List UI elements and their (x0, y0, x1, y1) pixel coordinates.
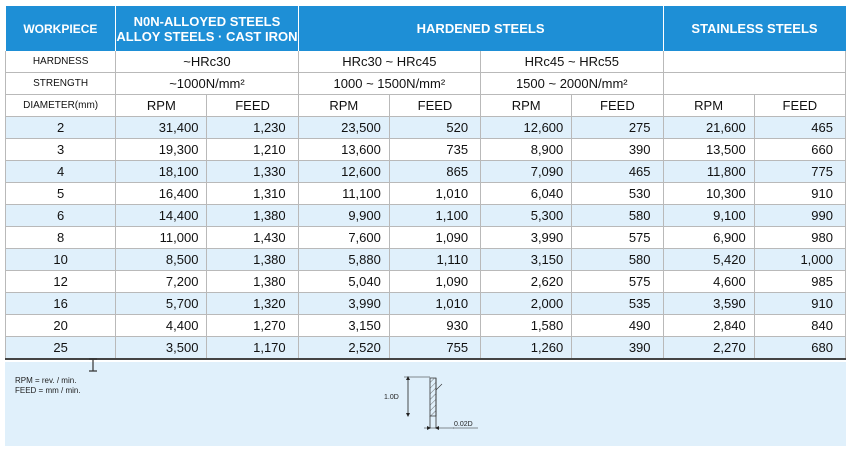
feed-cell: 390 (572, 139, 663, 161)
arrow-up-icon (406, 376, 410, 380)
feed-note: FEED = mm / min. (15, 386, 81, 395)
table-row (6, 271, 846, 293)
feed-cell: 680 (754, 337, 845, 360)
rpm-cell: 13,500 (663, 139, 754, 161)
feed-cell: 1,100 (389, 205, 480, 227)
feed-cell: 660 (754, 139, 845, 161)
text-cursor-icon (88, 358, 98, 372)
rpm-cell: 5,700 (116, 293, 207, 315)
rpm-cell: 3,150 (481, 249, 572, 271)
table-row (6, 227, 846, 249)
strength-group3 (663, 73, 845, 95)
rpm-cell: 2,520 (298, 337, 389, 360)
footer-panel (5, 362, 846, 446)
feed-cell: 275 (572, 117, 663, 139)
feed-cell: 1,380 (207, 271, 298, 293)
feed-cell: 1,430 (207, 227, 298, 249)
strength-group2b: 1500 ~ 2000N/mm² (481, 73, 663, 95)
units-notes (15, 376, 81, 396)
rpm-cell: 1,580 (481, 315, 572, 337)
feed-cell: 1,270 (207, 315, 298, 337)
feed-cell: 735 (389, 139, 480, 161)
rpm-cell: 3,990 (298, 293, 389, 315)
diameter-cell: 3 (6, 139, 116, 161)
rpm-cell: 11,100 (298, 183, 389, 205)
rpm-cell: 11,000 (116, 227, 207, 249)
rpm-cell: 4,600 (663, 271, 754, 293)
hardened-steels-header: HARDENED STEELS (298, 6, 663, 51)
non-alloyed-steels-header (116, 6, 298, 51)
diameter-cell: 6 (6, 205, 116, 227)
feed-column-header: FEED (389, 95, 480, 117)
rpm-cell: 3,990 (481, 227, 572, 249)
rpm-cell: 12,600 (298, 161, 389, 183)
rpm-cell: 1,260 (481, 337, 572, 360)
feed-column-header: FEED (207, 95, 298, 117)
stainless-steels-header: STAINLESS STEELS (663, 6, 845, 51)
rpm-cell: 9,100 (663, 205, 754, 227)
feed-cell: 1,380 (207, 205, 298, 227)
rpm-cell: 14,400 (116, 205, 207, 227)
cutting-conditions-table (5, 6, 846, 360)
drilling-depth-diagram (380, 370, 500, 445)
cutting-conditions-table-container (5, 6, 846, 360)
rpm-note: RPM = rev. / min. (15, 376, 77, 385)
feed-cell: 910 (754, 293, 845, 315)
diameter-column-header: DIAMETER(mm) (6, 95, 116, 117)
diameter-cell: 10 (6, 249, 116, 271)
hardness-group1: ~HRc30 (116, 51, 298, 73)
feed-cell: 840 (754, 315, 845, 337)
feed-cell: 580 (572, 205, 663, 227)
depth-label: 1.0D (384, 394, 399, 401)
feed-cell: 1,320 (207, 293, 298, 315)
arrow-down-icon (406, 413, 410, 417)
rpm-column-header: RPM (116, 95, 207, 117)
hardness-group3 (663, 51, 845, 73)
table-row (6, 205, 846, 227)
rpm-cell: 8,900 (481, 139, 572, 161)
group1-line1: N0N-ALLOYED STEELS (133, 13, 281, 29)
rpm-cell: 23,500 (298, 117, 389, 139)
rpm-cell: 7,200 (116, 271, 207, 293)
rpm-cell: 10,300 (663, 183, 754, 205)
feed-cell: 1,330 (207, 161, 298, 183)
feed-cell: 980 (754, 227, 845, 249)
feed-cell: 535 (572, 293, 663, 315)
rpm-cell: 3,500 (116, 337, 207, 360)
rpm-cell: 8,500 (116, 249, 207, 271)
feed-cell: 1,210 (207, 139, 298, 161)
table-row (6, 117, 846, 139)
feed-cell: 865 (389, 161, 480, 183)
rpm-cell: 4,400 (116, 315, 207, 337)
table-row (6, 139, 846, 161)
feed-cell: 530 (572, 183, 663, 205)
rpm-cell: 3,590 (663, 293, 754, 315)
rpm-column-header: RPM (663, 95, 754, 117)
feed-cell: 520 (389, 117, 480, 139)
diameter-cell: 20 (6, 315, 116, 337)
feed-column-header: FEED (754, 95, 845, 117)
rpm-cell: 5,420 (663, 249, 754, 271)
diameter-cell: 5 (6, 183, 116, 205)
strength-group1: ~1000N/mm² (116, 73, 298, 95)
table-row (6, 161, 846, 183)
feed-cell: 1,000 (754, 249, 845, 271)
table-row (6, 249, 846, 271)
feed-cell: 1,010 (389, 183, 480, 205)
rpm-column-header: RPM (298, 95, 389, 117)
feed-cell: 910 (754, 183, 845, 205)
rpm-cell: 7,600 (298, 227, 389, 249)
feed-cell: 1,230 (207, 117, 298, 139)
workpiece-header: WORKPIECE (6, 6, 116, 51)
rpm-cell: 31,400 (116, 117, 207, 139)
feed-cell: 580 (572, 249, 663, 271)
table-body (6, 117, 846, 360)
feed-column-header: FEED (572, 95, 663, 117)
diameter-cell: 2 (6, 117, 116, 139)
feed-cell: 1,380 (207, 249, 298, 271)
rpm-cell: 11,800 (663, 161, 754, 183)
rpm-column-header: RPM (481, 95, 572, 117)
rpm-cell: 21,600 (663, 117, 754, 139)
rpm-cell: 3,150 (298, 315, 389, 337)
rpm-cell: 2,620 (481, 271, 572, 293)
feed-cell: 465 (754, 117, 845, 139)
feed-cell: 465 (572, 161, 663, 183)
feed-cell: 1,310 (207, 183, 298, 205)
rpm-cell: 7,090 (481, 161, 572, 183)
feed-cell: 1,170 (207, 337, 298, 360)
feed-cell: 930 (389, 315, 480, 337)
table-row (6, 293, 846, 315)
rpm-cell: 19,300 (116, 139, 207, 161)
feed-cell: 755 (389, 337, 480, 360)
rpm-cell: 13,600 (298, 139, 389, 161)
rpm-cell: 5,300 (481, 205, 572, 227)
hardness-label: HARDNESS (6, 51, 116, 73)
group1-line2: ALLOY STEELS · CAST IRON (116, 28, 298, 44)
rpm-cell: 2,270 (663, 337, 754, 360)
rpm-cell: 6,900 (663, 227, 754, 249)
hardness-group2b: HRc45 ~ HRc55 (481, 51, 663, 73)
diameter-cell: 4 (6, 161, 116, 183)
table-row (6, 337, 846, 360)
tool-section-hatched (430, 378, 436, 416)
feed-cell: 490 (572, 315, 663, 337)
feed-cell: 390 (572, 337, 663, 360)
rpm-cell: 12,600 (481, 117, 572, 139)
rpm-cell: 2,000 (481, 293, 572, 315)
strength-group2a: 1000 ~ 1500N/mm² (298, 73, 480, 95)
rpm-cell: 5,040 (298, 271, 389, 293)
diameter-cell: 16 (6, 293, 116, 315)
feed-cell: 575 (572, 271, 663, 293)
offset-label: 0.02D (454, 421, 473, 428)
diameter-cell: 8 (6, 227, 116, 249)
feed-cell: 1,090 (389, 271, 480, 293)
feed-cell: 1,090 (389, 227, 480, 249)
rpm-cell: 6,040 (481, 183, 572, 205)
diameter-cell: 12 (6, 271, 116, 293)
hardness-group2a: HRc30 ~ HRc45 (298, 51, 480, 73)
feed-cell: 985 (754, 271, 845, 293)
feed-cell: 1,110 (389, 249, 480, 271)
rpm-cell: 5,880 (298, 249, 389, 271)
rpm-cell: 16,400 (116, 183, 207, 205)
rpm-cell: 9,900 (298, 205, 389, 227)
table-row (6, 315, 846, 337)
feed-cell: 775 (754, 161, 845, 183)
rpm-cell: 2,840 (663, 315, 754, 337)
strength-label: STRENGTH (6, 73, 116, 95)
feed-cell: 990 (754, 205, 845, 227)
table-row (6, 183, 846, 205)
rpm-cell: 18,100 (116, 161, 207, 183)
feed-cell: 1,010 (389, 293, 480, 315)
feed-cell: 575 (572, 227, 663, 249)
diameter-cell: 25 (6, 337, 116, 360)
